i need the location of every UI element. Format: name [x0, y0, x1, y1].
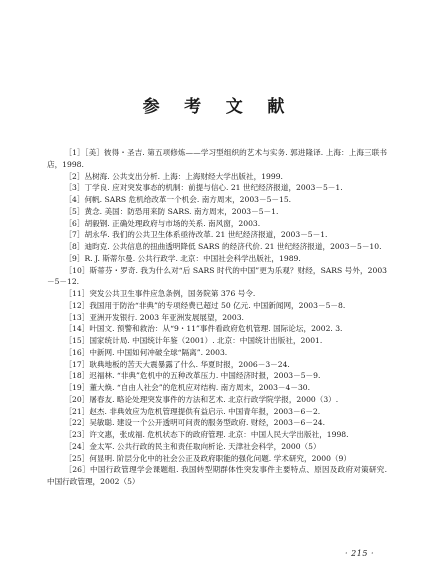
reference-item: ［18］迟福林. “非典”危机中的五种改革压力. 中国经济时报，2003－5－9.: [64, 371, 321, 381]
reference-item: ［24］金太军. 公共行政的民主和责任取向析论. 天津社会科学，2000（5）: [64, 441, 321, 451]
reference-item: ［25］何显明. 阶层分化中的社会公正及政府职能的强化问题. 学术研究，2000（9）: [64, 453, 351, 463]
reference-item: ［23］许文惠，张成福. 危机状态下的政府管理. 北京：中国人民大学出版社，1998.: [64, 430, 349, 439]
reference-item: ［3］丁学良. 应对突发事态的机制：前提与信心. 21 世纪经济报道，2003－5－1.: [64, 183, 343, 193]
reference-item: ［10］斯蒂芬・罗奇. 我为什么对“后 SARS 时代的中国”更为乐观？财经，SARS 号外，2003－5－12.: [47, 265, 387, 287]
reference-item: ［17］耿典地板的苦天大震暴露了什么. 华夏时报，2006－3－24.: [64, 359, 290, 369]
reference-item: ［12］我国用于防治“非典”的专项经费已超过 50 亿元. 中国新闻网，2003－5－8.: [64, 300, 346, 310]
reference-item: ［14］叶国文. 预警和救治：从“9・11”事件看政府危机管理. 国际论坛，2002. 3.: [64, 324, 343, 334]
reference-item: ［22］吴敏聪. 建设一个公开透明可问责的服务型政府. 财经，2003－6－24.: [64, 418, 326, 428]
reference-item: ［13］亚洲开发银行. 2003 年亚洲发展展望，2003.: [64, 312, 244, 322]
reference-item: ［11］突发公共卫生事件应急条例，国务院第 376 号令.: [64, 289, 256, 298]
reference-item: ［6］胡毅钢. 正确处理政府与市场的关系. 南风窗，2003.: [64, 218, 261, 228]
reference-item: ［9］R. J. 斯蒂尔曼. 公共行政学. 北京：中国社会科学出版社，1989.: [64, 253, 301, 263]
reference-item: ［4］何帆. SARS 危机给改革一个机会. 南方周末，2003－5－15.: [64, 195, 292, 204]
reference-item: ［19］董大焕. “自由人社会”的危机应对结构. 南方周末，2003－4－30.: [64, 383, 311, 392]
reference-item: ［1］［美］彼得・圣吉. 第五项修炼——学习型组织的艺术与实务. 郭进隆译. 上海：上海三联书店，1998.: [47, 148, 387, 169]
reference-item: ［15］国家统计局. 中国统计年鉴（2001）. 北京：中国统计出版社，2001.: [64, 336, 323, 345]
reference-item: ［16］中新网. 中国如何冲破全球“隔离”. 2003.: [64, 347, 228, 357]
reference-item: ［20］屠春友. 略论处理突发事件的方法和艺术. 北京行政学院学报，2000（3）.: [64, 394, 339, 404]
page-number: · 215 ·: [345, 549, 374, 558]
reference-list: [47, 147, 387, 488]
reference-item: ［7］胡永华. 我们的公共卫生体系亟待改革. 21 世纪经济报道，2003－5－1.: [64, 230, 328, 240]
reference-item: ［26］中国行政管理学会课题组. 我国转型期群体性突发事件主要特点、原因及政府对策研究. 中国行政管理，2002（5）: [47, 465, 387, 486]
reference-item: ［5］黄念. 美国：防恐用来防 SARS. 南方周末，2003－5－1.: [64, 206, 279, 216]
page-title: 参 考 文 献: [142, 97, 294, 117]
reference-item: ［8］迪昀克. 公共信息的扭曲透明降低 SARS 的经济代价. 21 世纪经济报道，2003－5－10.: [64, 242, 382, 251]
reference-item: ［21］赵杰. 非典效应为危机管理提供有益启示. 中国青年报，2003－6－2.: [64, 406, 321, 416]
reference-item: ［2］丛树海. 公共支出分析. 上海：上海财经大学出版社，1999.: [64, 171, 283, 181]
